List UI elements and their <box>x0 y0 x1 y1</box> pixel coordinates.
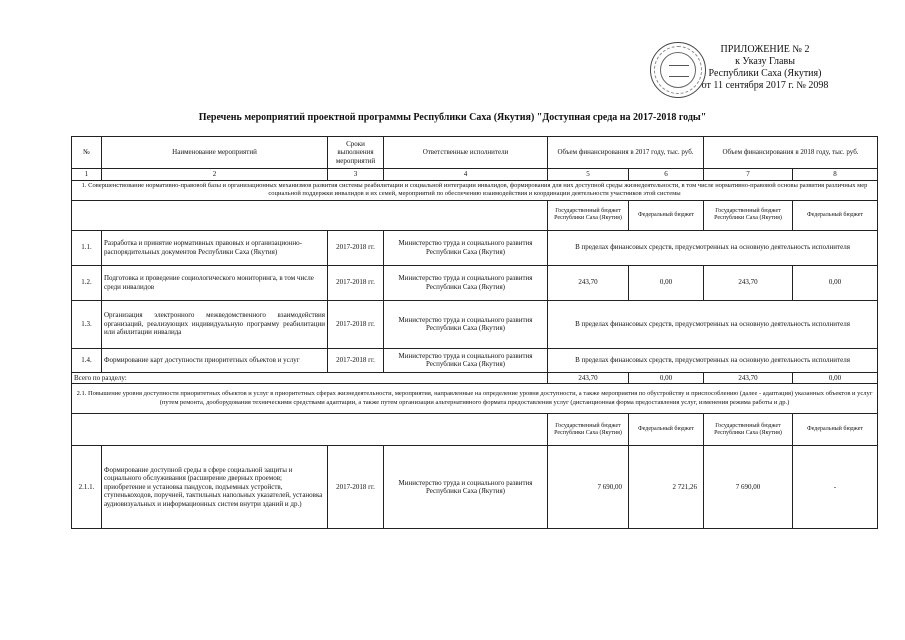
row-num: 2.1.1. <box>72 446 102 529</box>
section-1-title: 1. Совершенствование нормативно-правовой базы и организационных механизмов развития системы реабилитации и социальной интеграции инвалидов, формирования для них доступной среды жизнедеятельности, в том числе нормативно-правовой основы развития различных мер социальной поддержки инвалидов и их семей, мероприятий по обеспечению взаимодействия и координации деятельности участников этой системы <box>72 180 878 200</box>
row-value-state-2017: 7 690,00 <box>548 446 629 529</box>
total-state-2018: 243,70 <box>704 372 793 384</box>
budget-header-blank <box>72 414 548 446</box>
seal-center-text <box>669 65 689 77</box>
column-number-row <box>72 169 878 181</box>
total-row <box>72 372 878 384</box>
row-executor: Министерство труда и социального развития Республики Саха (Якутия) <box>384 265 548 300</box>
row-value-federal-2017: 2 721,26 <box>629 446 704 529</box>
header-row <box>72 137 878 169</box>
row-term: 2017-2018 гг. <box>328 300 384 348</box>
row-funding-note: В пределах финансовых средств, предусмотренных на основную деятельность исполнителя <box>548 300 878 348</box>
appendix-line-3: Республики Саха (Якутия) <box>708 68 822 79</box>
budget-state-2017: Государственный бюджет Республики Саха (Якутия) <box>548 200 629 230</box>
budget-state-2018: Государственный бюджет Республики Саха (Якутия) <box>704 200 793 230</box>
appendix-line-2: к Указу Главы <box>735 56 795 67</box>
appendix-block <box>700 44 830 92</box>
row-num: 1.1. <box>72 230 102 265</box>
header-fin-2018: Объем финансирования в 2018 году, тыс. руб. <box>704 137 878 169</box>
row-num: 1.2. <box>72 265 102 300</box>
total-state-2017: 243,70 <box>548 372 629 384</box>
budget-federal-2018: Федеральный бюджет <box>793 414 878 446</box>
section-2-title: 2.1. Повышение уровня доступности приоритетных объектов и услуг в приоритетных сферах жизнедеятельности, мероприятия, направленные на определение уровня доступности, а также мероприятия по обустройству и приспособлению (далее - адаптация) указанных объектов и услуг (путем ремонта, дооборудования техническими средствами адаптации, а также путем организации альтернативного формата предоставления услуг (дистанционная форма предоставления услуг, изменения режима работы и др.) <box>72 384 878 414</box>
row-name: Подготовка и проведение социологического мониторинга, в том числе среди инвалидов <box>102 265 328 300</box>
header-num: № <box>72 137 102 169</box>
total-federal-2018: 0,00 <box>793 372 878 384</box>
budget-header-row-2 <box>72 414 878 446</box>
row-term: 2017-2018 гг. <box>328 230 384 265</box>
col-number-8: 8 <box>793 169 878 181</box>
row-value-state-2017: 243,70 <box>548 265 629 300</box>
budget-federal-2017: Федеральный бюджет <box>629 414 704 446</box>
row-executor: Министерство труда и социального развития Республики Саха (Якутия) <box>384 230 548 265</box>
total-federal-2017: 0,00 <box>629 372 704 384</box>
appendix-line-1: ПРИЛОЖЕНИЕ № 2 <box>720 44 810 55</box>
table-row <box>72 265 878 300</box>
header-term: Сроки выполнения мероприятий <box>328 137 384 169</box>
row-name: Организация электронного межведомственного взаимодействия организаций, реализующих индивидуальную программу реабилитации или абилитации инвалида <box>102 300 328 348</box>
row-name: Разработка и принятие нормативных правовых и организационно-распорядительных документов Республики Саха (Якутия) <box>102 230 328 265</box>
official-seal <box>650 42 706 98</box>
row-executor: Министерство труда и социального развития Республики Саха (Якутия) <box>384 446 548 529</box>
row-value-federal-2018: - <box>793 446 878 529</box>
row-value-federal-2018: 0,00 <box>793 265 878 300</box>
row-executor: Министерство труда и социального развития Республики Саха (Якутия) <box>384 348 548 372</box>
budget-header-row-1 <box>72 200 878 230</box>
header-executor: Ответственные исполнители <box>384 137 548 169</box>
row-funding-note: В пределах финансовых средств, предусмотренных на основную деятельность исполнителя <box>548 348 878 372</box>
row-name: Формирование доступной среды в сфере социальной защиты и социального обслуживания (расширение дверных проемов; приобретение и установка пандусов, подъемных устройств, ступенькоходов, поручней, тактильных напольных указателей, установка аудиовизуальных и информационных систем внутри зданий и др.) <box>102 446 328 529</box>
section-1-row <box>72 180 878 200</box>
measures-table <box>71 136 878 529</box>
header-fin-2017: Объем финансирования в 2017 году, тыс. руб. <box>548 137 704 169</box>
table-row <box>72 446 878 529</box>
table-row <box>72 348 878 372</box>
row-executor: Министерство труда и социального развития Республики Саха (Якутия) <box>384 300 548 348</box>
row-num: 1.4. <box>72 348 102 372</box>
col-number-3: 3 <box>328 169 384 181</box>
budget-state-2017: Государственный бюджет Республики Саха (Якутия) <box>548 414 629 446</box>
section-2-row <box>72 384 878 414</box>
col-number-4: 4 <box>384 169 548 181</box>
col-number-5: 5 <box>548 169 629 181</box>
row-funding-note: В пределах финансовых средств, предусмотренных на основную деятельность исполнителя <box>548 230 878 265</box>
row-term: 2017-2018 гг. <box>328 348 384 372</box>
row-term: 2017-2018 гг. <box>328 265 384 300</box>
header-name: Наименование мероприятий <box>102 137 328 169</box>
budget-federal-2018: Федеральный бюджет <box>793 200 878 230</box>
row-num: 1.3. <box>72 300 102 348</box>
budget-federal-2017: Федеральный бюджет <box>629 200 704 230</box>
table-row <box>72 300 878 348</box>
row-name: Формирование карт доступности приоритетных объектов и услуг <box>102 348 328 372</box>
row-value-federal-2017: 0,00 <box>629 265 704 300</box>
row-term: 2017-2018 гг. <box>328 446 384 529</box>
table-row <box>72 230 878 265</box>
col-number-7: 7 <box>704 169 793 181</box>
col-number-6: 6 <box>629 169 704 181</box>
appendix-line-4: от 11 сентября 2017 г. № 2098 <box>701 80 829 91</box>
budget-state-2018: Государственный бюджет Республики Саха (Якутия) <box>704 414 793 446</box>
row-value-state-2018: 243,70 <box>704 265 793 300</box>
total-label: Всего по разделу: <box>72 372 548 384</box>
col-number-2: 2 <box>102 169 328 181</box>
col-number-1: 1 <box>72 169 102 181</box>
row-value-state-2018: 7 690,00 <box>704 446 793 529</box>
budget-header-blank <box>72 200 548 230</box>
document-title: Перечень мероприятий проектной программы Республики Саха (Якутия) "Доступная среда на 2017-2018 годы" <box>198 112 707 123</box>
